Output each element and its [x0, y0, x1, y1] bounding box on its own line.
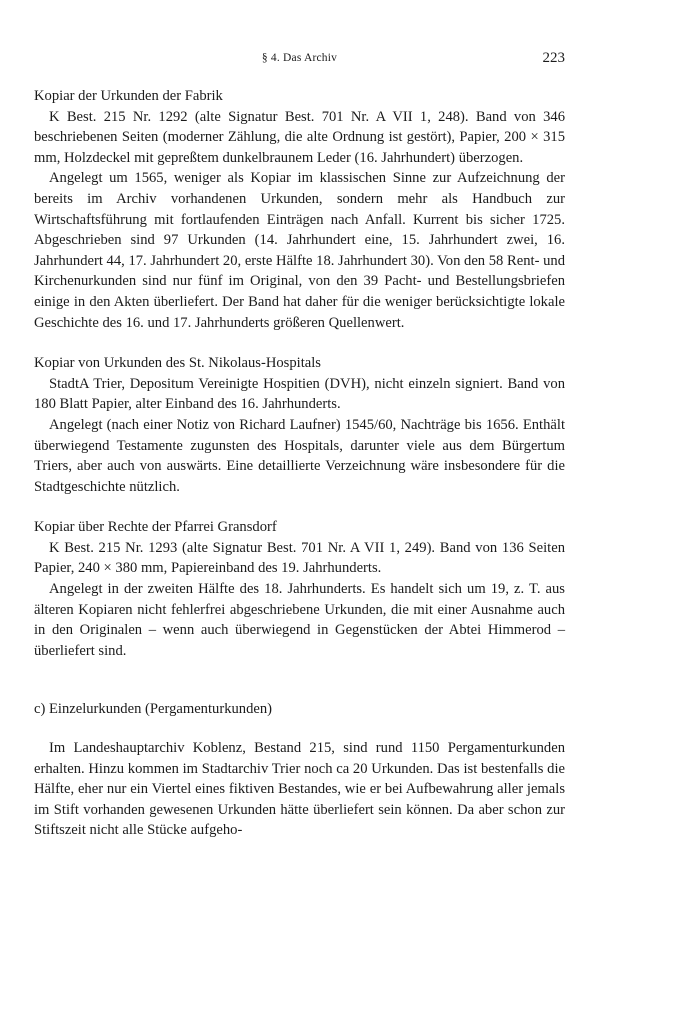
section-heading: Kopiar über Rechte der Pfarrei Gransdorf [34, 519, 277, 536]
subsection-heading: c) Einzelurkunden (Pergamenturkunden) [34, 701, 273, 718]
paragraph: Angelegt (nach einer Notiz von Richard Laufner) 1545/60, Nachträge bis 1656. Enthält überwiegend Testamente zugunsten des Hospitals, darunter viele aus dem Bürgertum Triers, aber auch von auswärts. Eine detaillierte Verzeichnung wäre insbesondere für die Stadtgeschichte nützlich. [34, 416, 565, 495]
section-heading: Kopiar der Urkunden der Fabrik [34, 88, 223, 104]
paragraph: Angelegt in der zweiten Hälfte des 18. Jahrhunderts. Es handelt sich um 19, z. T. aus älteren Kopiaren nicht fehlerfrei abgeschriebene Urkunden, die mit einer Ausnahme auch in den Originalen – wenn auch überwiegend in Gegenstücken der Abtei Himmerod – überliefert sind. [34, 581, 565, 659]
section-spacer [34, 720, 565, 738]
section-spacer [34, 497, 565, 517]
paragraph: Angelegt um 1565, weniger als Kopiar im klassischen Sinne zur Aufzeichnung der bereits im Archiv vorhandenen Urkunden, sondern mehr als Handbuch zur Wirtschaftsführung mit fortlaufenden Einträgen nach Anfall. Kurrent bis sicher 1725. Abgeschrieben sind 97 Urkunden (14. Jahrhundert eine, 15. Jahrhundert zwei, 16. Jahrhundert 44, 17. Jahrhundert 20, erste Hälfte 18. Jahrhundert 30). Von den 58 Rent- und Kirchenurkunden sind nur fünf im Original, von den 39 Pacht- und Bestellungsbriefen einige in den Akten überliefert. Der Band hat daher für die weniger berücksichtigte lokale Geschichte des 16. und 17. Jahrhunderts größeren Quellenwert. [34, 170, 565, 331]
page-number: 223 [542, 50, 565, 66]
running-header [34, 50, 565, 70]
paragraph: K Best. 215 Nr. 1292 (alte Signatur Best. 701 Nr. A VII 1, 248). Band von 346 beschriebenen Seiten (moderner Zählung, die alte Ordnung ist gestört), Papier, 200 × 315 mm, Holzdeckel mit gepreßtem dunkelbraunem Leder (16. Jahrhundert) überzogen. [34, 108, 565, 166]
paragraph: K Best. 215 Nr. 1293 (alte Signatur Best. 701 Nr. A VII 1, 249). Band von 136 Seiten Papier, 240 × 380 mm, Papiereinband des 19. Jahrhunderts. [34, 539, 565, 577]
subsection-einzelurkunden [34, 699, 565, 841]
page-body [34, 86, 565, 841]
running-title: § 4. Das Archiv [261, 52, 338, 64]
section-fabrik [34, 86, 565, 333]
paragraph: StadtA Trier, Depositum Vereinigte Hospitien (DVH), nicht einzeln signiert. Band von 180 Blatt Papier, alter Einband des 16. Jahrhunderts. [34, 375, 565, 413]
section-spacer [34, 333, 565, 353]
section-spacer [34, 661, 565, 699]
section-gransdorf [34, 517, 565, 661]
paragraph: Im Landeshauptarchiv Koblenz, Bestand 215, sind rund 1150 Pergamenturkunden erhalten. Hinzu kommen im Stadtarchiv Trier noch ca 20 Urkunden. Das ist bestenfalls die Hälfte, eher nur ein Viertel eines fiktiven Bestandes, wie er bei Aufbewahrung aller jemals im Stift vorhanden gewesenen Urkunden hätte überliefert sein können. Da aber schon zur Stiftszeit nicht alle Stücke aufgeho- [34, 740, 565, 839]
section-nikolaus-hospital [34, 353, 565, 497]
section-heading: Kopiar von Urkunden des St. Nikolaus-Hospitals [34, 355, 321, 372]
